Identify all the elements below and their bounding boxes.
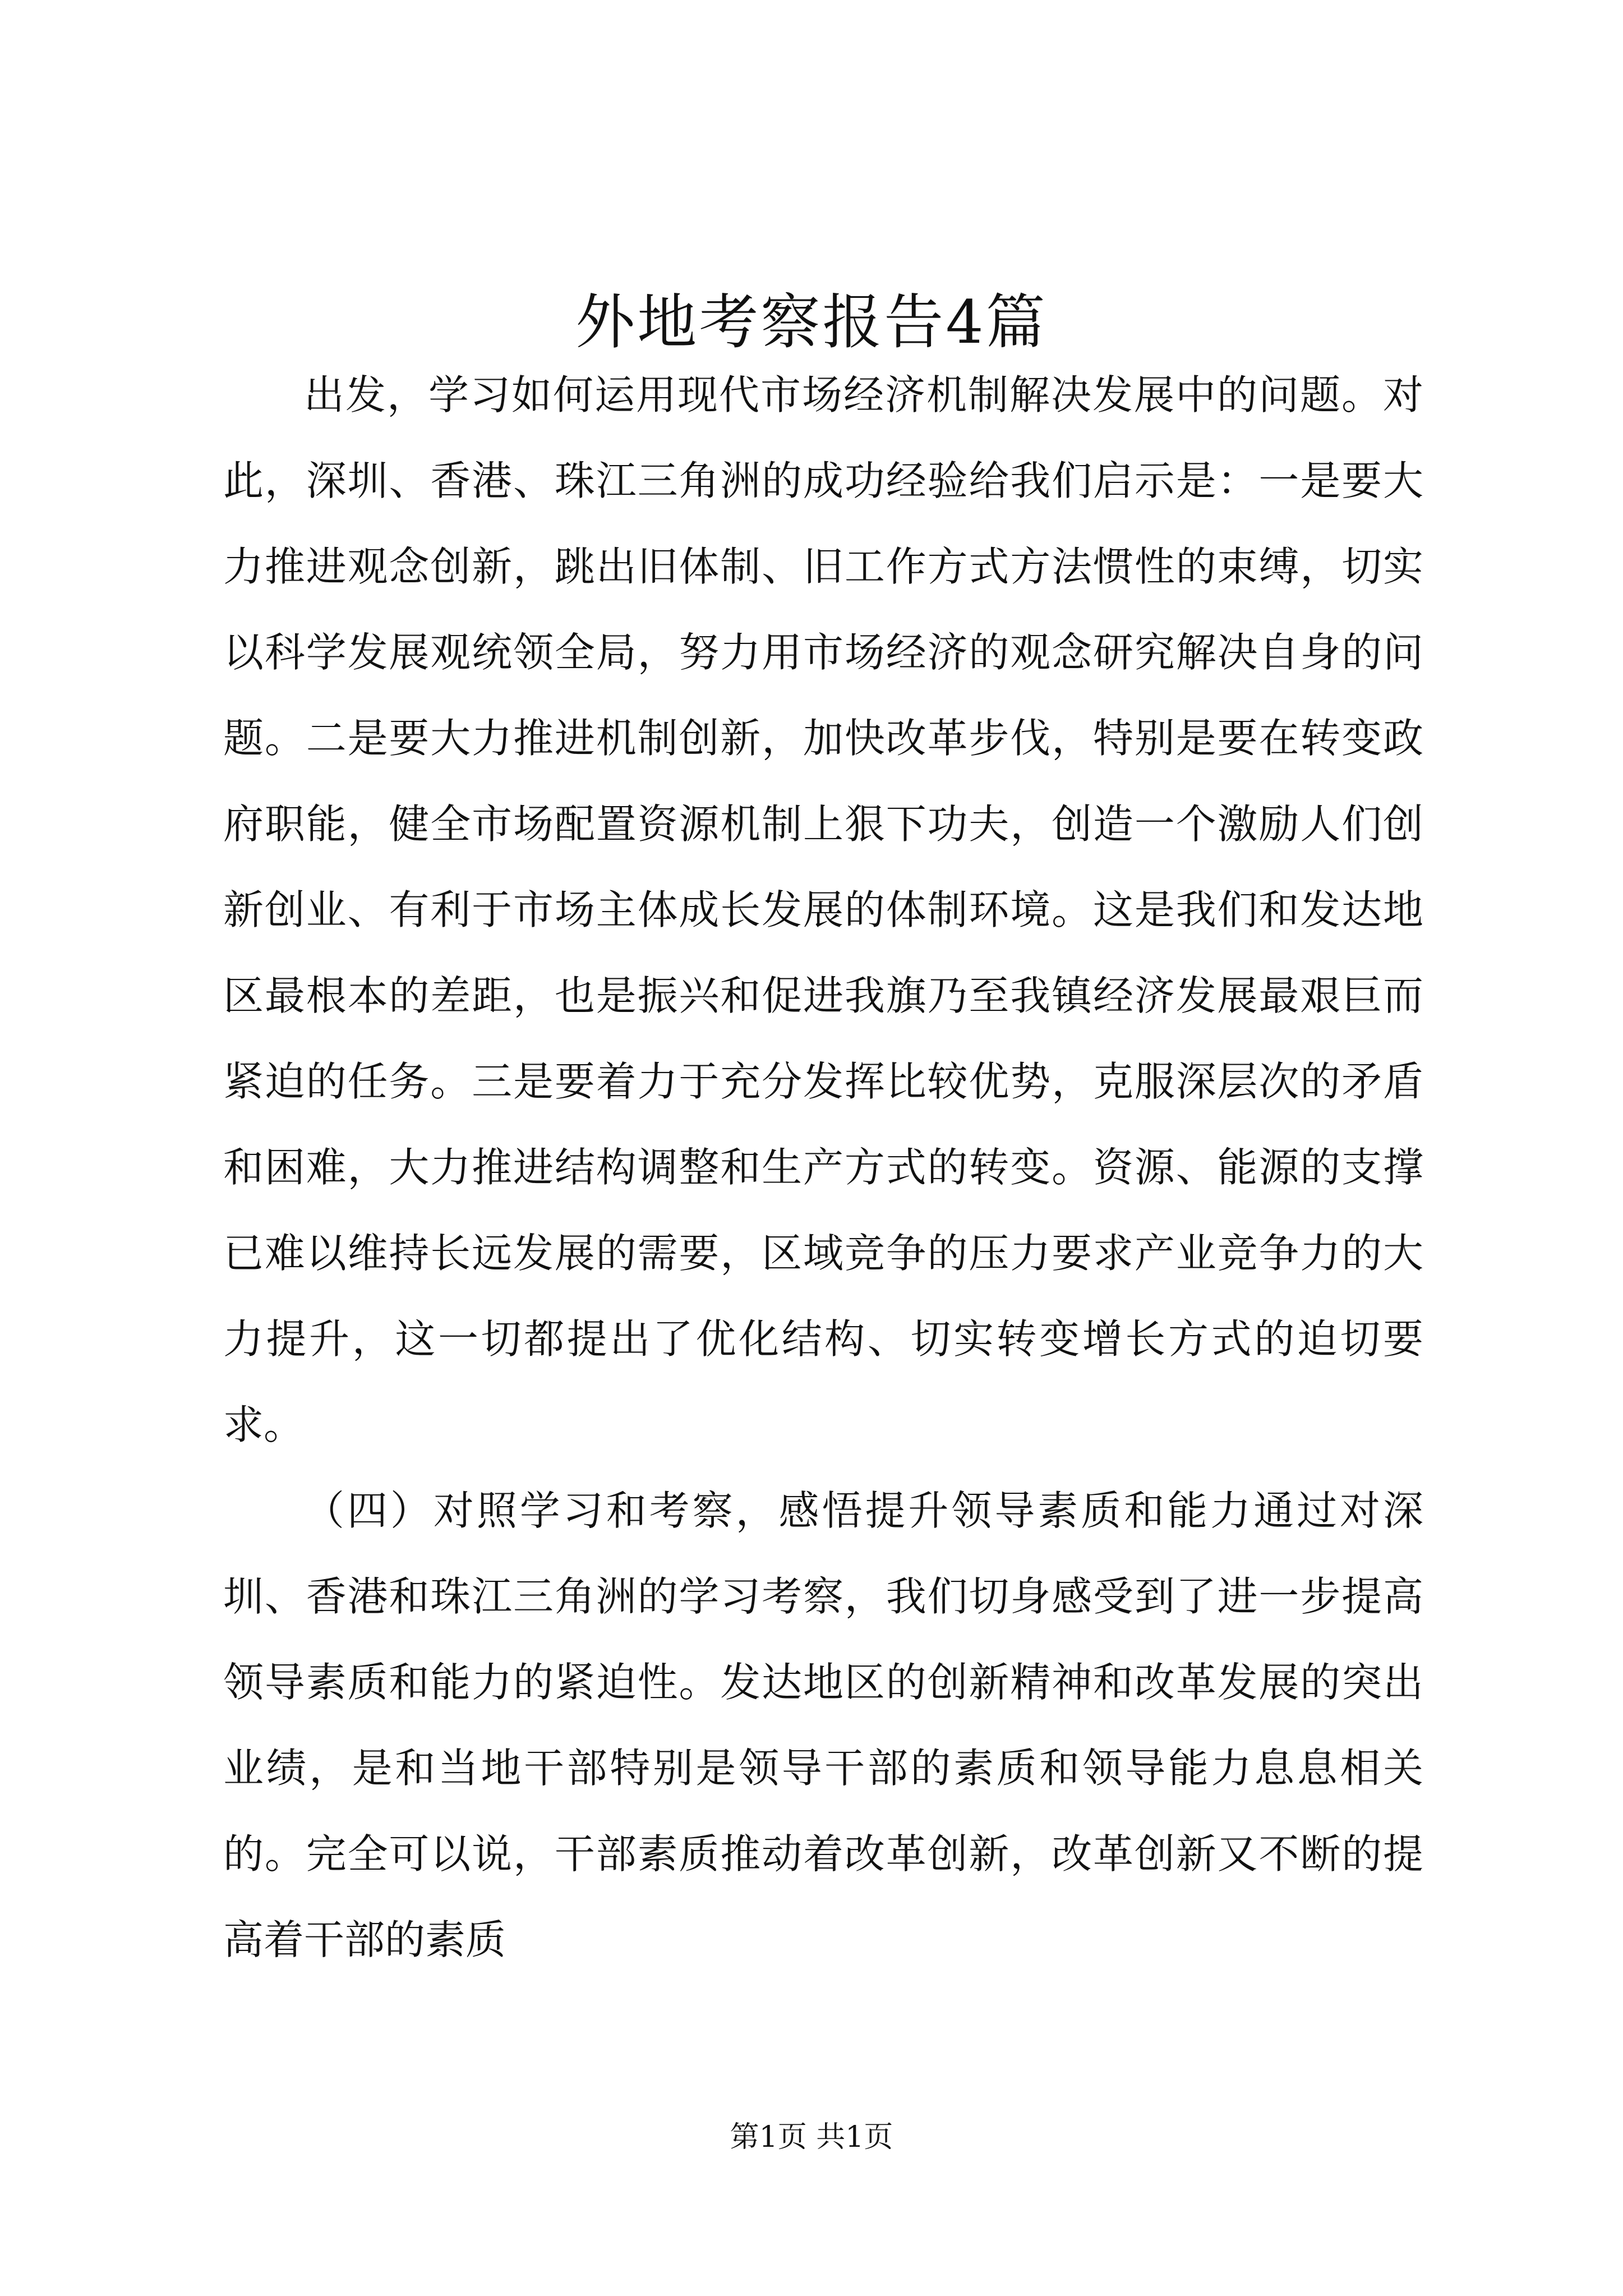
document-body	[223, 352, 1423, 1983]
page-footer: 第1页 共1页	[730, 2120, 893, 2154]
document-title: 外地考察报告4篇	[575, 288, 1048, 357]
paragraph-1: 出发，学习如何运用现代市场经济机制解决发展中的问题。对此，深圳、香港、珠江三角洲的成功经验给我们启示是：一是要大力推进观念创新，跳出旧体制、旧工作方式方法惯性的束缚，切实以科学发展观统领全局，努力用市场经济的观念研究解决自身的问题。二是要大力推进机制创新，加快改革步伐，特别是要在转变政府职能，健全市场配置资源机制上狠下功夫，创造一个激励人们创新创业、有利于市场主体成长发展的体制环境。这是我们和发达地区最根本的差距，也是振兴和促进我旗乃至我镇经济发展最艰巨而紧迫的任务。三是要着力于充分发挥比较优势，克服深层次的矛盾和困难，大力推进结构调整和生产方式的转变。资源、能源的支撑已难以维持长远发展的需要，区域竞争的压力要求产业竞争力的大力提升，这一切都提出了优化结构、切实转变增长方式的迫切要求。	[223, 371, 1423, 1448]
paragraph-2: （四）对照学习和考察，感悟提升领导素质和能力通过对深圳、香港和珠江三角洲的学习考察，我们切身感受到了进一步提高领导素质和能力的紧迫性。发达地区的创新精神和改革发展的突出业绩，是和当地干部特别是领导干部的素质和领导能力息息相关的。完全可以说，干部素质推动着改革创新，改革创新又不断的提高着干部的素质	[223, 1487, 1423, 1963]
